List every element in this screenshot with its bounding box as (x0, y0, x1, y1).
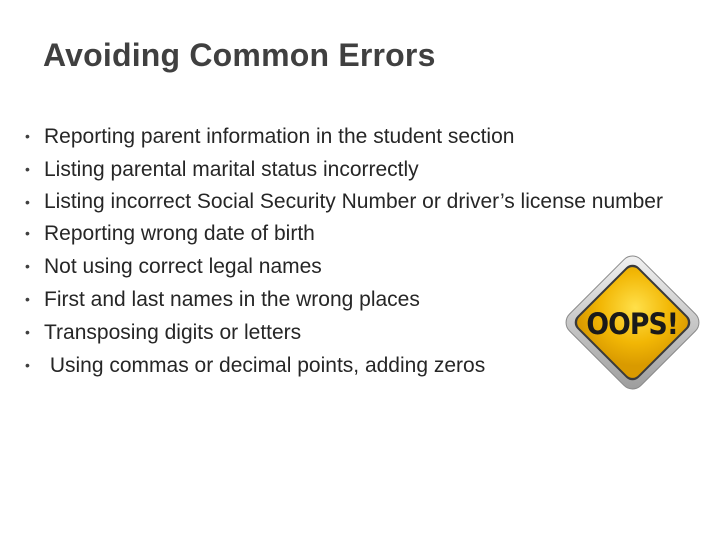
bullet-icon: • (25, 225, 30, 241)
oops-warning-sign-icon (560, 250, 705, 395)
bullet-text: Transposing digits or letters (44, 321, 302, 344)
bullet-text: Not using correct legal names (44, 255, 322, 278)
bullet-text: Using commas or decimal points, adding zeros (44, 354, 486, 377)
sign-text: OOPS! (586, 306, 679, 342)
bullet-text: First and last names in the wrong places (44, 288, 420, 311)
bullet-icon: • (25, 324, 30, 340)
bullet-icon: • (25, 161, 30, 177)
bullet-text: Listing parental marital status incorrectly (44, 158, 419, 181)
bullet-item (0, 186, 680, 217)
bullet-text: Reporting wrong date of birth (44, 222, 315, 245)
bullet-icon: • (25, 128, 30, 144)
bullet-text: Reporting parent information in the student section (44, 125, 515, 148)
bullet-icon: • (25, 194, 30, 210)
bullet-item (0, 153, 680, 186)
bullet-icon: • (25, 258, 30, 274)
bullet-icon: • (25, 357, 30, 373)
slide-title: Avoiding Common Errors (43, 37, 436, 73)
bullet-item (0, 217, 680, 250)
bullet-item (0, 120, 680, 153)
bullet-text: Listing incorrect Social Security Number or driver’s license number (44, 190, 663, 213)
bullet-icon: • (25, 291, 30, 307)
